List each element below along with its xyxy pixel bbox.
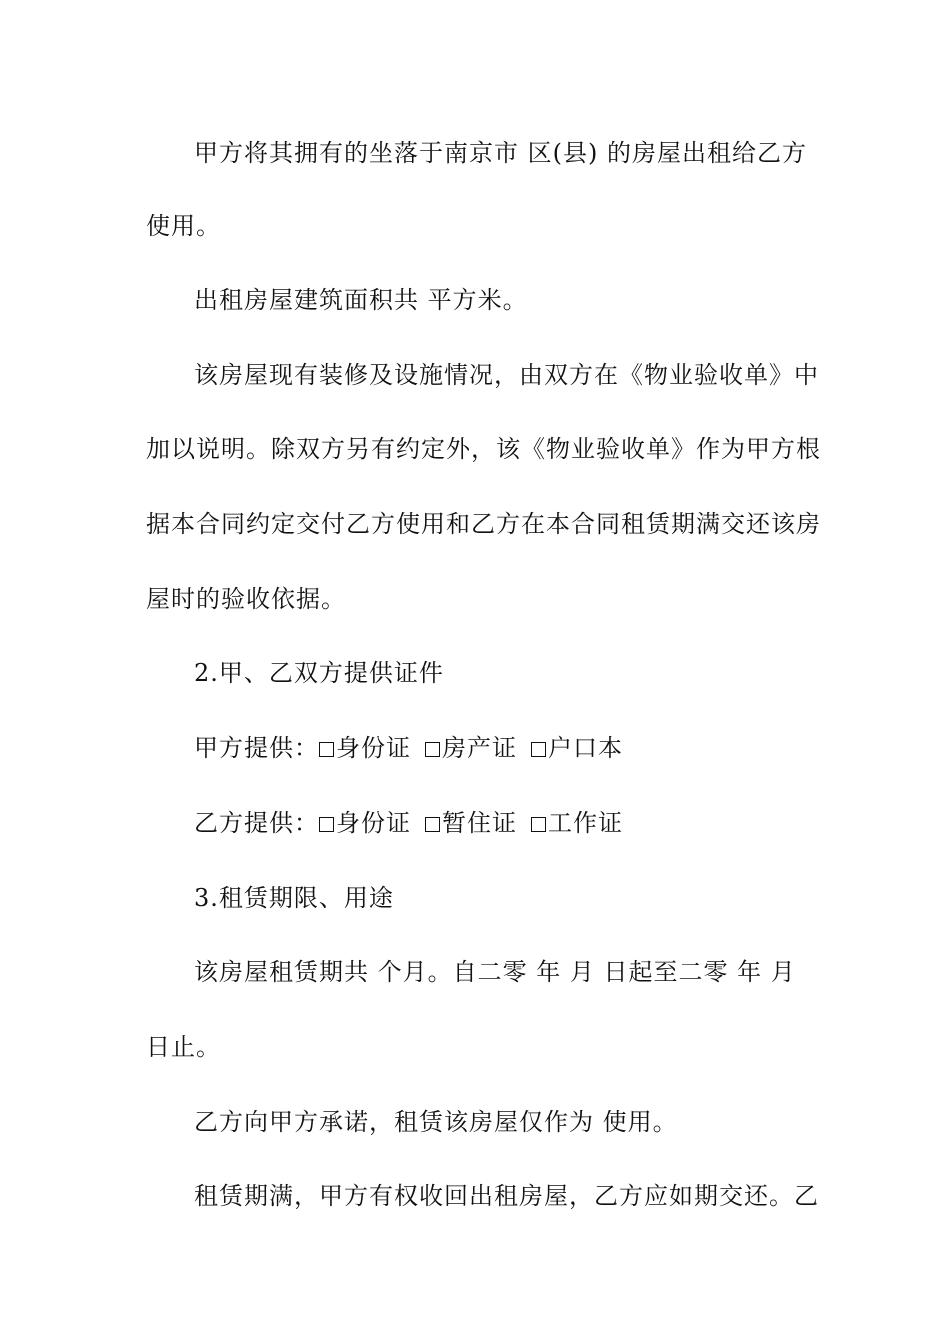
- paragraph-3-line-3: 据本合同约定交付乙方使用和乙方在本合同租赁期满交还该房: [146, 510, 821, 538]
- checkbox-icon[interactable]: [319, 817, 334, 832]
- checkbox-icon[interactable]: [425, 742, 440, 757]
- section-3-heading: 3.租赁期限、用途: [194, 884, 394, 912]
- paragraph-3-line-2: 加以说明。除双方另有约定外，该《物业验收单》作为甲方根: [146, 435, 821, 463]
- party-a-label: 甲方提供：: [194, 734, 319, 762]
- paragraph-4-line-1: 该房屋租赁期共 个月。自二零 年 月 日起至二零 年 月: [194, 958, 796, 986]
- checkbox-icon[interactable]: [319, 742, 334, 757]
- party-a-documents-line: [194, 733, 816, 763]
- paragraph-6-line-1: 租赁期满，甲方有权收回出租房屋，乙方应如期交还。乙: [194, 1182, 819, 1210]
- party-a-doc-item: 户口本: [548, 734, 623, 762]
- party-b-doc-item: 工作证: [548, 809, 623, 837]
- checkbox-icon[interactable]: [531, 817, 546, 832]
- party-a-doc-item: 房产证: [442, 734, 517, 762]
- paragraph-2-line-1: 出租房屋建筑面积共 平方米。: [194, 286, 528, 314]
- party-b-doc-item: 暂住证: [442, 809, 517, 837]
- section-2-heading: 2.甲、乙双方提供证件: [194, 659, 444, 687]
- party-b-doc-item: 身份证: [336, 809, 411, 837]
- party-a-doc-item: 身份证: [336, 734, 411, 762]
- paragraph-4-line-2: 日止。: [146, 1033, 221, 1061]
- paragraph-3-line-4: 屋时的验收依据。: [146, 585, 346, 613]
- party-b-label: 乙方提供：: [194, 809, 319, 837]
- checkbox-icon[interactable]: [531, 742, 546, 757]
- party-b-documents-line: [194, 808, 816, 838]
- paragraph-1-line-2: 使用。: [146, 212, 221, 240]
- checkbox-icon[interactable]: [425, 817, 440, 832]
- paragraph-5-line-1: 乙方向甲方承诺，租赁该房屋仅作为 使用。: [194, 1108, 678, 1136]
- paragraph-1-line-1: 甲方将其拥有的坐落于南京市 区(县) 的房屋出租给乙方: [194, 139, 807, 167]
- paragraph-3-line-1: 该房屋现有装修及设施情况，由双方在《物业验收单》中: [194, 361, 819, 389]
